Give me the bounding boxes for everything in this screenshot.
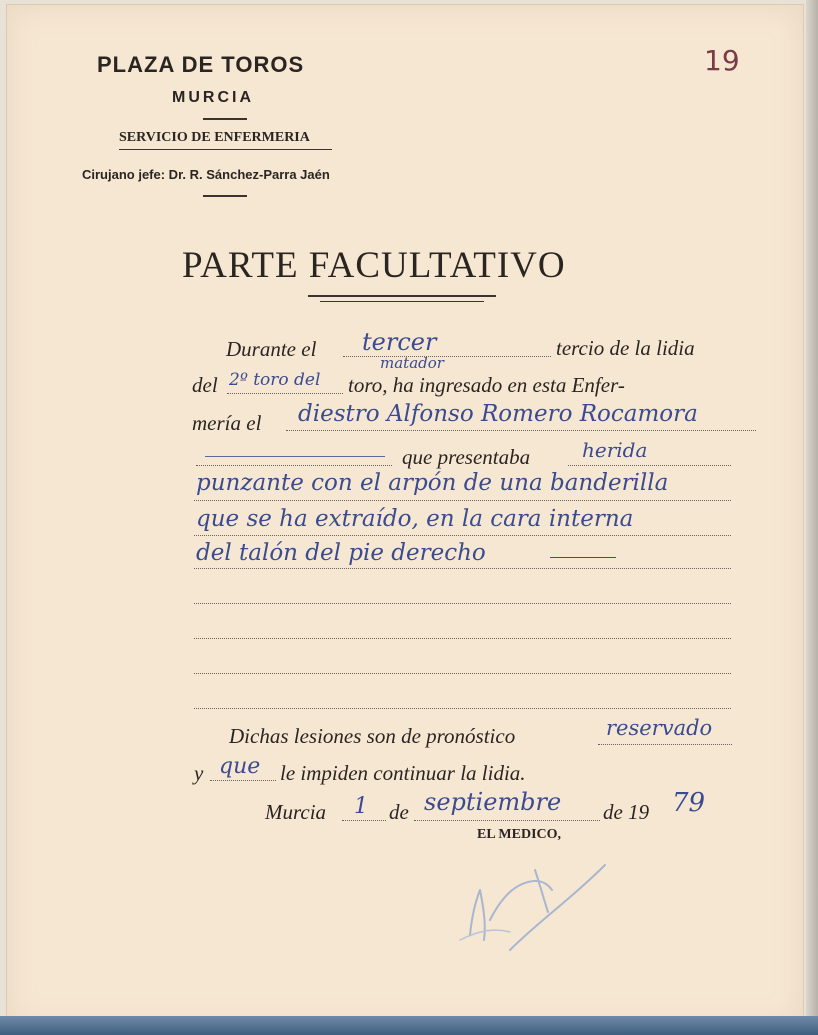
label-meria: mería el bbox=[192, 411, 262, 435]
label-tercio: tercio de la lidia bbox=[556, 336, 695, 360]
header-service: SERVICIO DE ENFERMERIA bbox=[119, 130, 310, 145]
label-durante: Durante el bbox=[226, 337, 317, 361]
signature-mark bbox=[440, 840, 640, 970]
header-city: MURCIA bbox=[172, 89, 254, 106]
paper-edge-right bbox=[806, 0, 818, 1035]
hand-toro-insert: matador bbox=[380, 354, 444, 372]
hand-herida-2: punzante con el arpón de una banderilla bbox=[196, 470, 669, 496]
field-line-10 bbox=[194, 673, 731, 674]
header-divider bbox=[203, 118, 247, 120]
hand-herida-3: que se ha extraído, en la cara interna bbox=[196, 506, 634, 532]
hand-tercio: tercer bbox=[362, 328, 437, 356]
hand-year: 79 bbox=[672, 788, 706, 818]
field-line-9 bbox=[194, 638, 731, 639]
field-line-diestro bbox=[286, 430, 756, 431]
field-line-tercio bbox=[343, 356, 551, 357]
hand-que: que bbox=[219, 754, 261, 779]
field-line-8 bbox=[194, 603, 731, 604]
label-toro: toro, ha ingresado en esta Enfer- bbox=[348, 373, 625, 397]
hand-mes: septiembre bbox=[424, 788, 562, 816]
field-line-herida bbox=[568, 465, 731, 466]
paper-edge-bottom bbox=[0, 1016, 818, 1035]
label-impiden: le impiden continuar la lidia. bbox=[280, 761, 526, 785]
label-dichas: Dichas lesiones son de pronóstico bbox=[229, 724, 516, 748]
service-underline bbox=[119, 149, 332, 150]
field-line-6 bbox=[194, 535, 731, 536]
field-line-dia bbox=[342, 820, 386, 821]
form-heading: PARTE FACULTATIVO bbox=[182, 245, 566, 286]
hand-toro: 2º toro del bbox=[229, 370, 321, 390]
hand-dia: 1 bbox=[354, 794, 368, 819]
field-line-7 bbox=[194, 568, 731, 569]
field-line-pronostico bbox=[598, 744, 732, 745]
label-del: del bbox=[192, 373, 218, 397]
label-y: y bbox=[194, 761, 204, 785]
field-line-toro bbox=[227, 393, 343, 394]
hand-dash bbox=[550, 557, 616, 558]
page-number: 19 bbox=[704, 44, 740, 77]
label-de-2: de 19 bbox=[603, 800, 650, 824]
hand-pronostico: reservado bbox=[606, 716, 713, 740]
field-line-que bbox=[210, 780, 276, 781]
label-de-1: de bbox=[389, 800, 409, 824]
heading-rule-2 bbox=[320, 301, 484, 302]
field-line-mes bbox=[414, 820, 600, 821]
header-title: PLAZA DE TOROS bbox=[97, 52, 305, 77]
field-line-11 bbox=[194, 708, 731, 709]
hand-herida-4: del talón del pie derecho bbox=[196, 540, 486, 566]
field-line-5 bbox=[194, 500, 731, 501]
header-surgeon: Cirujano jefe: Dr. R. Sánchez-Parra Jaén bbox=[82, 167, 330, 182]
label-medico: EL MEDICO, bbox=[477, 827, 562, 842]
strike-mark bbox=[205, 456, 385, 457]
hand-herida-1: herida bbox=[582, 438, 648, 462]
heading-rule-1 bbox=[308, 295, 496, 297]
label-presentaba: que presentaba bbox=[402, 445, 531, 469]
label-murcia: Murcia bbox=[265, 800, 327, 824]
header-divider-bottom bbox=[203, 195, 247, 197]
field-line-blank bbox=[196, 465, 392, 466]
hand-diestro: diestro Alfonso Romero Rocamora bbox=[298, 401, 698, 427]
